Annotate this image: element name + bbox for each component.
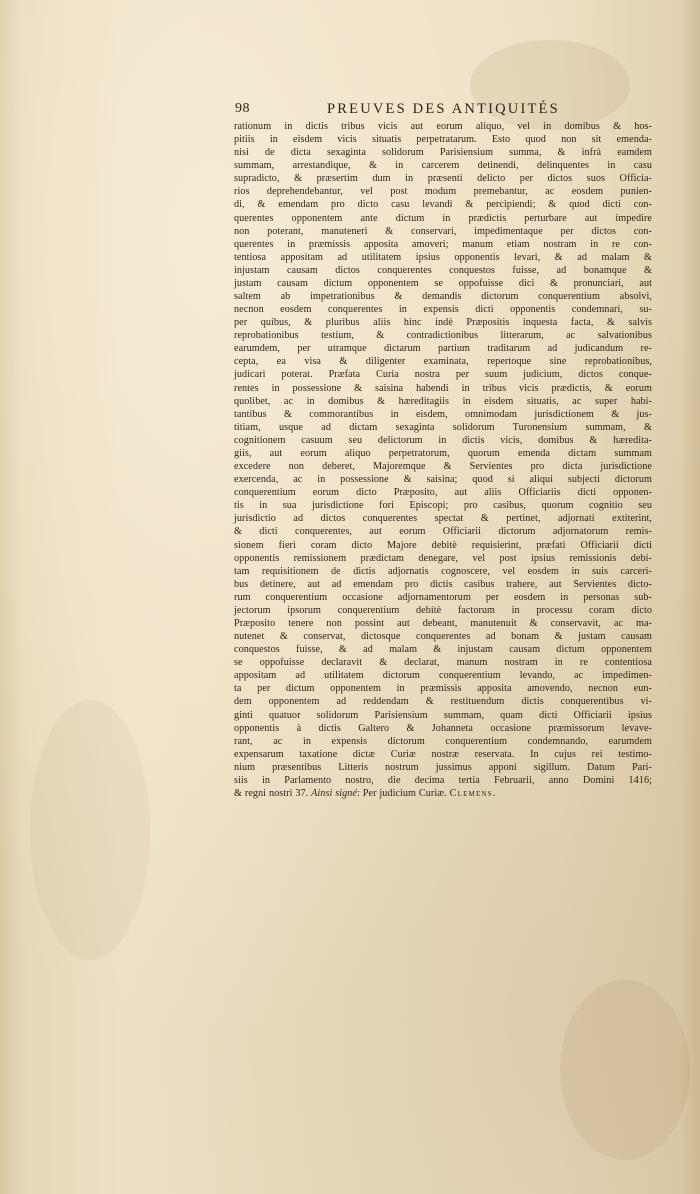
text-line: sionem fieri coram dicto Majore debitè requisierint, præfati Officiarii dicti [234,539,652,551]
text-line: querentes in præmissis apposita amoveri; manum etiam nostram in re con- [234,238,652,250]
text-line: jectorum ipsorum conquerentium debitè factorum in processu coram dicto [234,604,652,616]
paper-stain [560,980,690,1160]
text-line: cognitionem casuum seu delictorum in dictis vicis, domibus & hæredita- [234,434,652,446]
body-text [234,120,652,800]
text-line: appositam ad utilitatem dictorum conquerentium levando, ac impedimen- [234,670,652,682]
text-line: expensarum taxatione dictæ Curiæ nostræ reservata. In cujus rei testimo- [234,748,652,760]
text-line: querentes opponentem ante dictum in prædictis perturbare aut impedire [234,212,652,224]
page-number: 98 [235,101,250,116]
text-line: cepta, ea visa & diligenter examinata, repertoque sine reprobationibus, [234,356,652,368]
paper-stain [30,700,150,960]
text-line: jurisdictio ad dictos conquerentes spectat & pertinet, adjornati extiterint, [234,513,652,525]
text-line: conquestos fuisse, & ad malam & injustam causam dictum opponentem [234,644,652,656]
text-line: reprobationibus testium, & contradictionibus litterarum, ac salvationibus [234,330,652,342]
text-line: per quibus, & pluribus aliis hinc indè Præpositis inquesta facta, & salvis [234,317,652,329]
text-line: rationum in dictis tribus vicis aut eorum aliquo, vel in domibus & hos- [234,121,652,132]
text-line: ta per dictum opponentem in præmissis apposita amovendo, necnon eun- [234,683,652,695]
final-line-italic: Ainsi signé [311,787,357,799]
text-line: summam, arrestandique, & in carcerem detinendi, delinquentes in casu [234,160,652,172]
text-line: rum conquerentium occasione adjornamentorum per eosdem in personas sub- [234,591,652,603]
text-line: non poterant, manuteneri & conservari, impedimentaque per dictos con- [234,225,652,237]
text-line: nutenet & conservat, dictosque conquerentes ad bonam & justam causam [234,631,652,643]
text-line: rentes in possessione & saisina habendi in tribus vicis prædictis, & eorum [234,382,652,394]
text-line: justam causam dictum opponentem se oppofuisse dici & pronunciari, aut [234,277,652,289]
signature: Clemens. [449,787,497,799]
text-line: rant, ac in expensis dictorum conquerentium condemnando, earumdem [234,735,652,747]
text-line: exercenda, ac in possessione & saisina; quod si aliqui subjecti dictorum [234,474,652,486]
text-line: conquerentium eorum dicto Præposito, aut aliis Officiariis dicti opponen- [234,487,652,499]
text-line: tam requisitionem de dictis adjornatis cognoscere, vel eosdem in suis carceri- [234,565,652,577]
text-line: Præposito tenere non possint aut debeant, manutenuit & conservavit, ac ma- [234,617,652,629]
text-line: earumdem, per utramque dictarum partium traditarum ad judicandum re- [234,343,652,355]
text-line: supradicto, & præsertim dum in præsenti delicto per dictos suos Officia- [234,173,652,185]
text-line: siis in Parlamento nostro, die decima tertia Februarii, anno Domini 1416; [234,774,652,786]
text-line: bus detinere, aut ad emendam pro dictis casibus trahere, aut Servientes dicto- [234,578,652,590]
final-line [234,787,652,800]
text-line: quolibet, ac in domibus & hæreditagiis in eisdem situatis, ac super habi- [234,395,652,407]
text-line: giis, aut eorum aliquo perpetratorum, quorum emenda dictam summam [234,447,652,459]
text-line: dem opponentem ad reddendam & restituendum dictis conquerentibus vi- [234,696,652,708]
text-line: opponentis remissionem prædictam denegare, vel post ipsius remissionis debi- [234,552,652,564]
final-line-prefix: & regni nostri 37. [234,787,309,799]
text-line: nisi de dicta sexaginta solidorum Parisiensium summa, & infrà eamdem [234,147,652,159]
text-line: saltem ab impetrationibus & demandis dictorum conquerentium absolvi, [234,291,652,303]
text-line: ginti quatuor solidorum Parisiensium summam, quam dicti Officiarii ipsius [234,709,652,721]
text-line: nium præsentibus Litteris nostrum jussimus apponi sigillum. Datum Pari- [234,761,652,773]
text-line: rios deprehendebantur, vel post modum premebantur, ac eosdem punien- [234,186,652,198]
text-line: titiam, usque ad dictam sexaginta solidorum Turonensium summam, & [234,421,652,433]
running-title: PREUVES DES ANTIQUITÉS [327,101,560,117]
text-line: injustam causam dictos conquerentes conquestos fuisse, ad bonamque & [234,264,652,276]
text-line: tantibus & commorantibus in eisdem, omnimodam jurisdictionem & jus- [234,408,652,420]
text-line: & dicti conquerentes, aut eorum Officiarii dictorum adjornatorum remis- [234,526,652,538]
text-line: opponentis à dictis Galtero & Johanneta occasione præmissorum levave- [234,722,652,734]
text-line: necnon eosdem conquerentes in expensis dicti opponentis condemnari, su- [234,304,652,316]
text-line: pitiis in eisdem vicis situatis perpetratarum. Esto quod non sit emenda- [234,134,652,146]
text-line: excedere non deberet, Majoremque & Servientes pro dicta jurisdictione [234,461,652,473]
text-line: se oppofuisse declaravit & declarat, manum nostram in re contentiosa [234,657,652,669]
text-line: tis in sua jurisdictione fori Episcopi; pro casibus, quorum cognitio seu [234,500,652,512]
final-line-middle: : Per judicium Curiæ. [357,787,447,799]
text-line: di, & emendam pro dicto casu levandi & percipiendi; & quod dicti con- [234,199,652,211]
text-line: tentiosa appositam ad utilitatem ipsius opponentis levari, & ad malam & [234,251,652,263]
text-line: judicari poterat. Præfata Curia nostra per suum judicium, dictos conque- [234,369,652,381]
